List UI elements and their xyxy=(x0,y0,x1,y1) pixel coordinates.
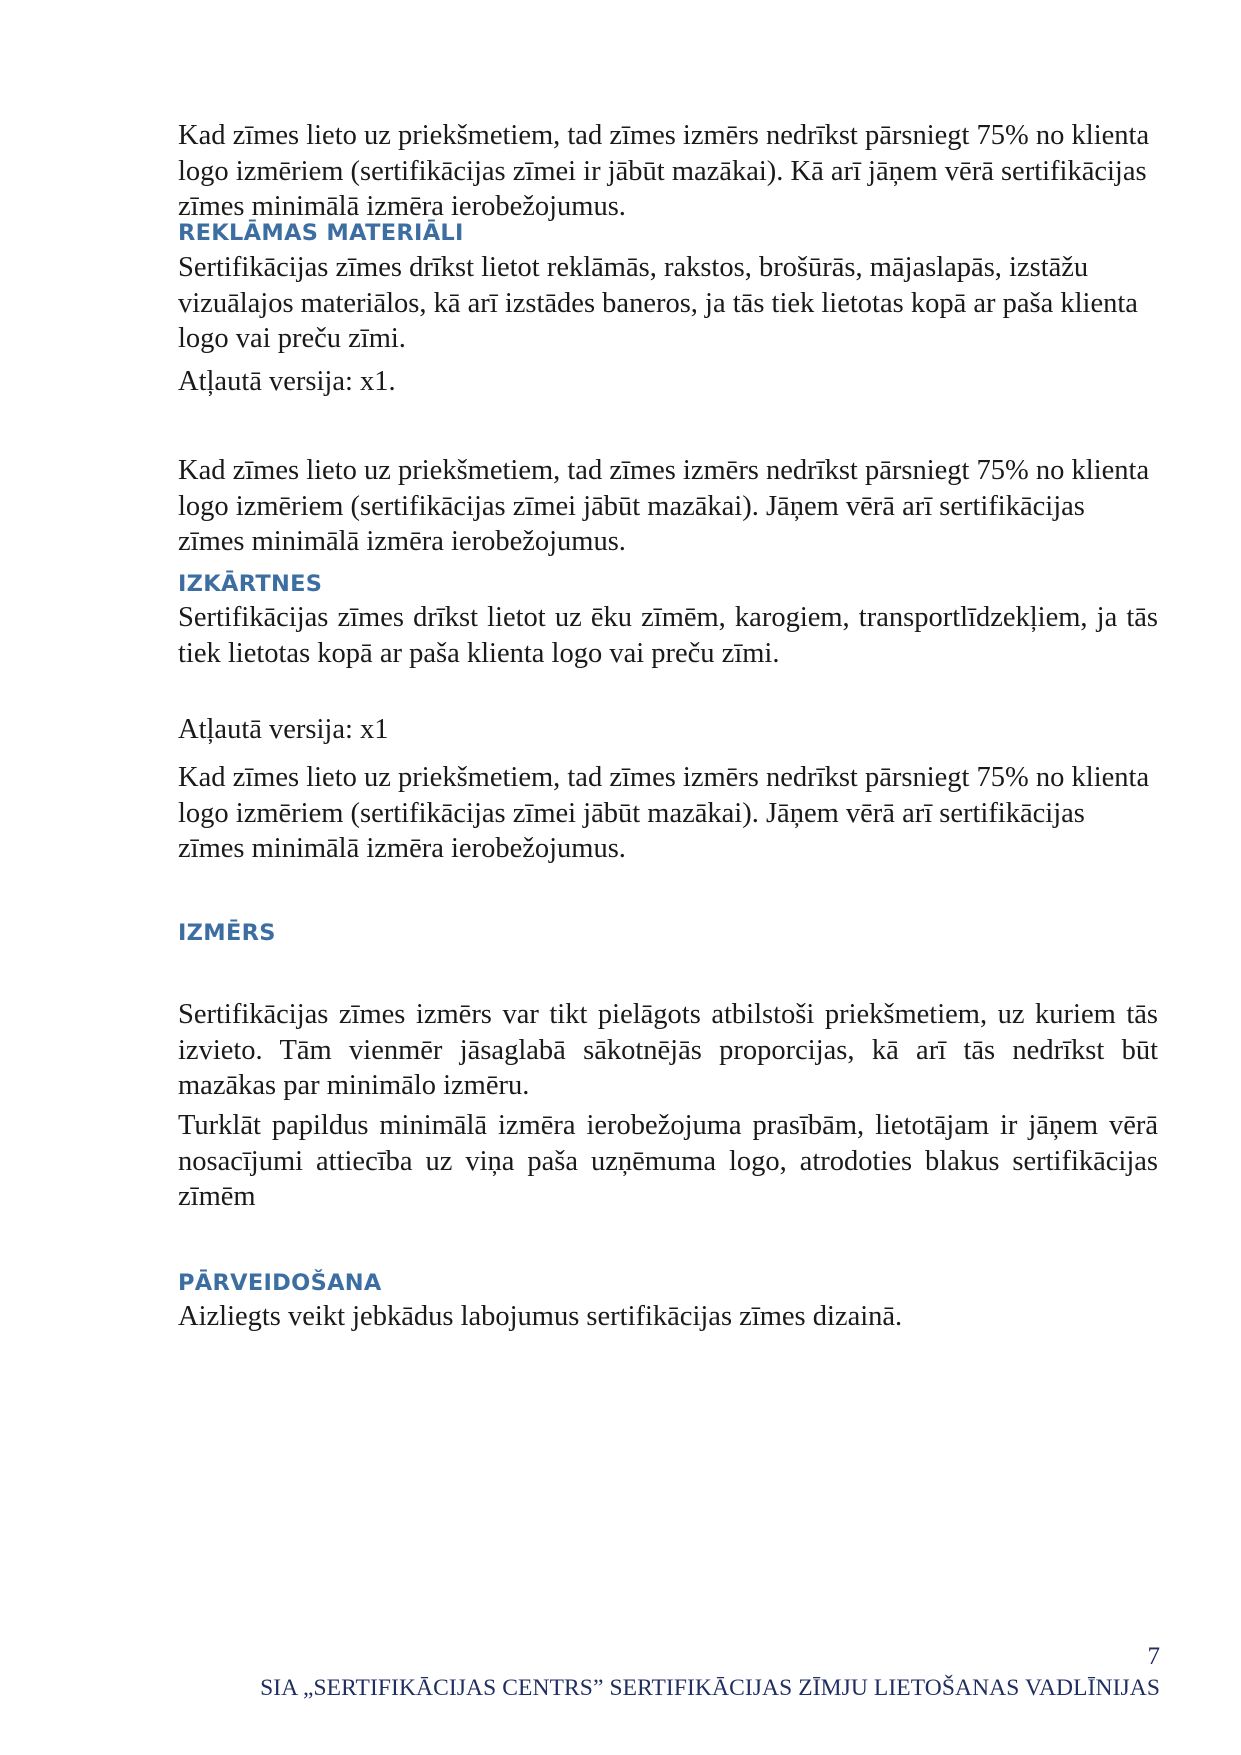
heading-izmers: IZMĒRS xyxy=(178,920,276,946)
izkartnes-allowed-version: Atļautā versija: x1 xyxy=(178,714,389,745)
reklamas-paragraph: Sertifikācijas zīmes drīkst lietot reklāmās, rakstos, brošūrās, mājaslapās, izstāžu vizuālajos materiālos, kā arī izstādes baneros, ja tās tiek lietotas kopā ar paša klienta logo vai preču zīmi. xyxy=(178,252,1138,354)
page-number: 7 xyxy=(1147,1643,1160,1670)
intro-paragraph: Kad zīmes lieto uz priekšmetiem, tad zīmes izmērs nedrīkst pārsniegt 75% no klienta logo izmēriem (sertifikācijas zīmei ir jābūt mazākai). Kā arī jāņem vērā sertifikācijas zīmes minimālā izmēra ierobežojumus. xyxy=(178,120,1150,222)
izmers-paragraph-1: Sertifikācijas zīmes izmērs var tikt pielāgots atbilstoši priekšmetiem, uz kuriem tās izvieto. Tām vienmēr jāsaglabā sākotnējās proporcijas, kā arī tās nedrīkst būt mazākas par minimālo izmēru. xyxy=(178,999,1158,1101)
heading-reklamas-materiali: REKLĀMAS MATERIĀLI xyxy=(178,220,464,246)
izkartnes-paragraph: Sertifikācijas zīmes drīkst lietot uz ēku zīmēm, karogiem, transportlīdzekļiem, ja tās tiek lietotas kopā ar paša klienta logo vai preču zīmi. xyxy=(178,602,1158,669)
reklamas-size-note: Kad zīmes lieto uz priekšmetiem, tad zīmes izmērs nedrīkst pārsniegt 75% no klienta logo izmēriem (sertifikācijas zīmei jābūt mazākai). Jāņem vērā arī sertifikācijas zīmes minimālā izmēra ierobežojumus. xyxy=(178,455,1150,557)
izmers-paragraph-2: Turklāt papildus minimālā izmēra ierobežojuma prasībām, lietotājam ir jāņem vērā nosacījumi attiecība uz viņa paša uzņēmuma logo, atrodoties blakus sertifikācijas zīmēm xyxy=(178,1110,1158,1212)
page-footer: SIA „SERTIFIKĀCIJAS CENTRS” SERTIFIKĀCIJAS ZĪMJU LIETOŠANAS VADLĪNIJAS xyxy=(260,1675,1160,1701)
parveidosana-paragraph: Aizliegts veikt jebkādus labojumus sertifikācijas zīmes dizainā. xyxy=(178,1301,903,1332)
izkartnes-size-note: Kad zīmes lieto uz priekšmetiem, tad zīmes izmērs nedrīkst pārsniegt 75% no klienta logo izmēriem (sertifikācijas zīmei jābūt mazākai). Jāņem vērā arī sertifikācijas zīmes minimālā izmēra ierobežojumus. xyxy=(178,762,1150,864)
heading-parveidosana: PĀRVEIDOŠANA xyxy=(178,1270,382,1296)
reklamas-allowed-version: Atļautā versija: x1. xyxy=(178,366,396,397)
heading-izkartnes: IZKĀRTNES xyxy=(178,571,323,597)
